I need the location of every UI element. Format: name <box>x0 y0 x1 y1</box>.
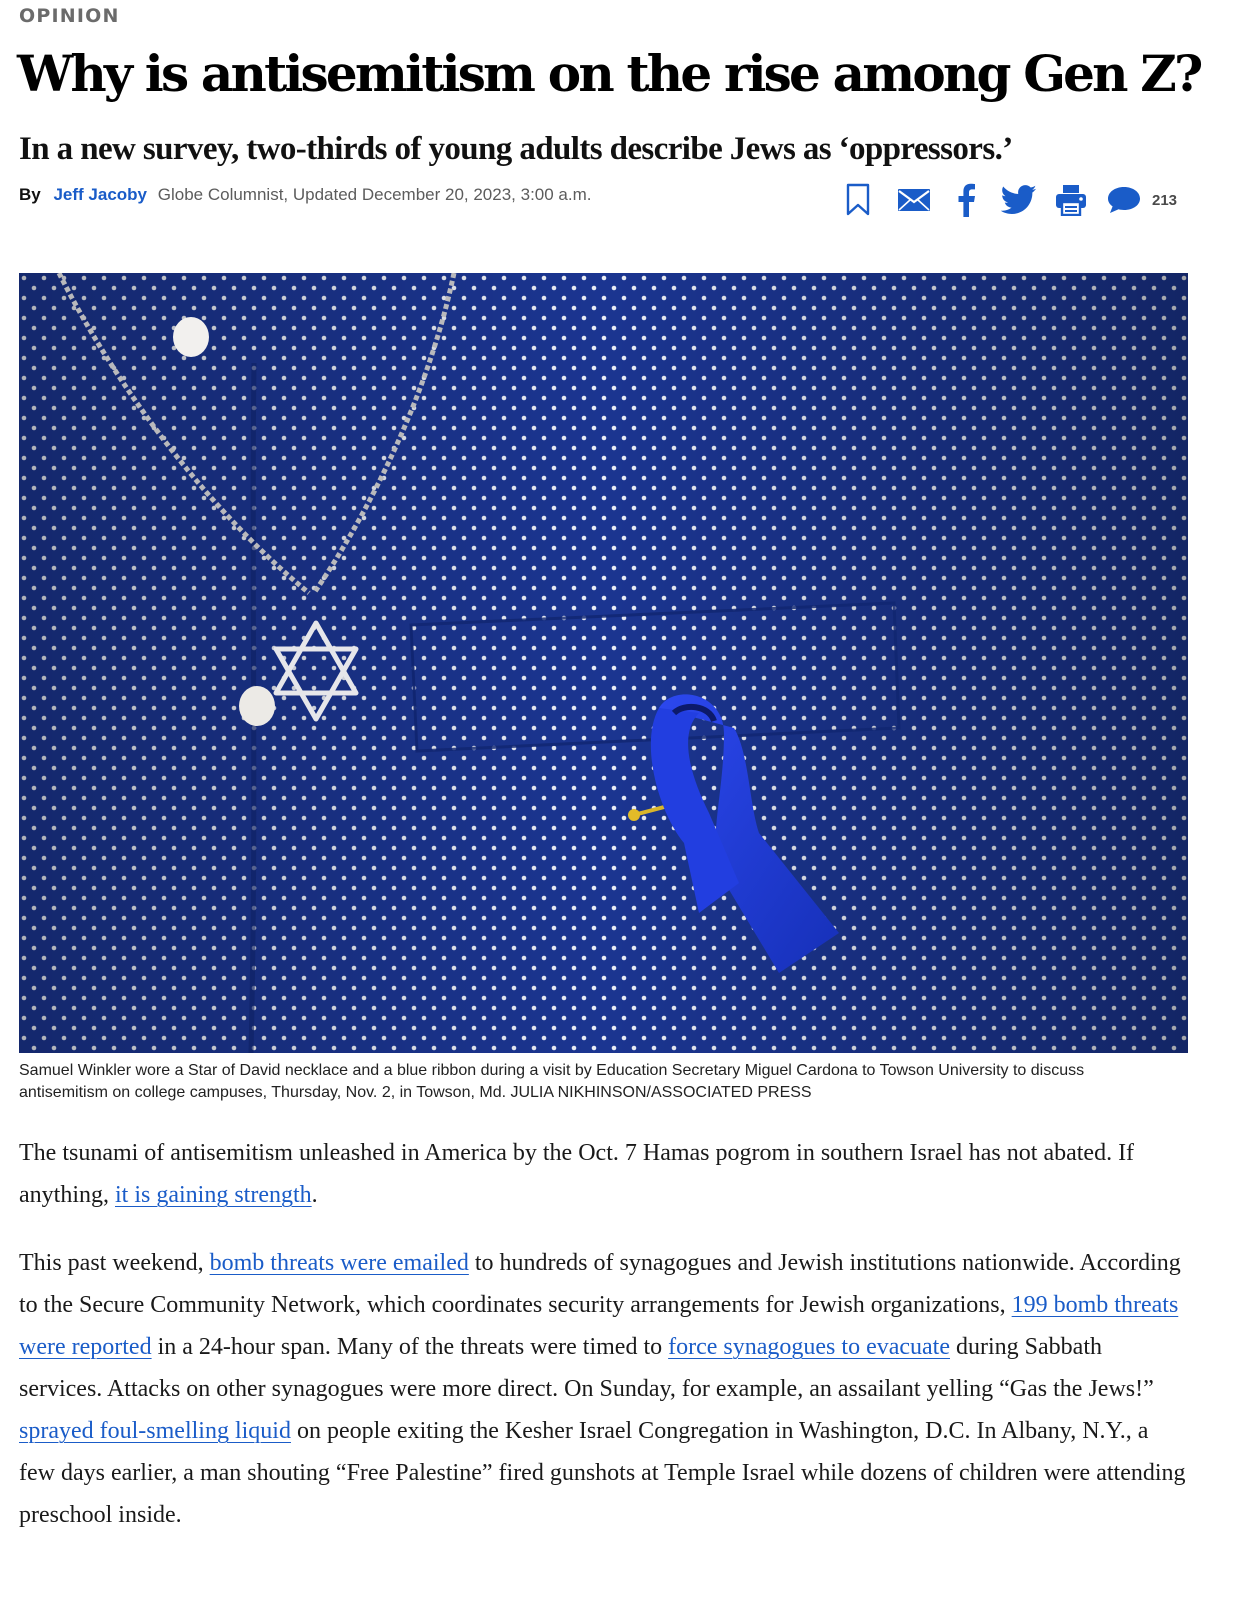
email-icon[interactable] <box>896 180 932 220</box>
print-icon[interactable] <box>1054 180 1088 220</box>
headline: Why is antisemitism on the rise among Gen Z? <box>17 44 1201 103</box>
author-link[interactable]: Jeff Jacoby <box>53 185 148 204</box>
paragraph-text: to hundreds of synagogues and Jewish institutions nationwide. According to the Secure Community Network, which coordinates security arrangements for Jewish organizations, <box>19 1250 1181 1318</box>
inline-link[interactable]: bomb threats were emailed <box>209 1250 469 1276</box>
byline-by: By <box>19 185 41 204</box>
inline-link[interactable]: sprayed foul-smelling liquid <box>19 1418 291 1444</box>
facebook-icon[interactable] <box>954 180 978 220</box>
inline-link[interactable]: force synagogues to evacuate <box>668 1334 950 1360</box>
paragraph-text: . <box>311 1182 318 1208</box>
twitter-icon[interactable] <box>1000 180 1038 220</box>
inline-link[interactable]: it is gaining strength <box>115 1182 312 1208</box>
byline-meta: Globe Columnist, Updated December 20, 2023, 3:00 a.m. <box>157 185 592 204</box>
lead-photo <box>19 273 1188 1053</box>
paragraph-text: This past weekend, <box>19 1250 210 1276</box>
bookmark-icon[interactable] <box>844 180 872 220</box>
article-paragraph-2 <box>19 1242 1189 1536</box>
photo-caption: Samuel Winkler wore a Star of David necklace and a blue ribbon during a visit by Education Secretary Miguel Cardona to Towson University to discuss antisemitism on college campuses, Thursday, Nov. 2, in Towson, Md. JULIA NIKHINSON/ASSOCIATED PRESS <box>19 1062 1085 1101</box>
inline-link[interactable]: 199 bomb threats were reported <box>19 1292 1179 1360</box>
byline <box>19 185 592 205</box>
paragraph-text: during Sabbath services. Attacks on other synagogues were more direct. On Sunday, for example, an assailant yelling “Gas the Jews!” <box>19 1334 1154 1402</box>
subheadline: In a new survey, two-thirds of young adults describe Jews as ‘oppressors.’ <box>19 131 1013 167</box>
comment-icon[interactable] <box>1104 180 1144 220</box>
section-label[interactable]: OPINION <box>19 5 120 27</box>
paragraph-text: in a 24-hour span. Many of the threats were timed to <box>151 1334 669 1360</box>
article-paragraph-1 <box>19 1132 1189 1216</box>
comment-count[interactable]: 213 <box>1152 192 1178 209</box>
paragraph-text: on people exiting the Kesher Israel Congregation in Washington, D.C. In Albany, N.Y., a few days earlier, a man shouting “Free Palestine” fired gunshots at Temple Israel while dozens of children were attending preschool inside. <box>19 1418 1186 1528</box>
paragraph-text: The tsunami of antisemitism unleashed in America by the Oct. 7 Hamas pogrom in southern Israel has not abated. If anything, <box>19 1140 1135 1208</box>
